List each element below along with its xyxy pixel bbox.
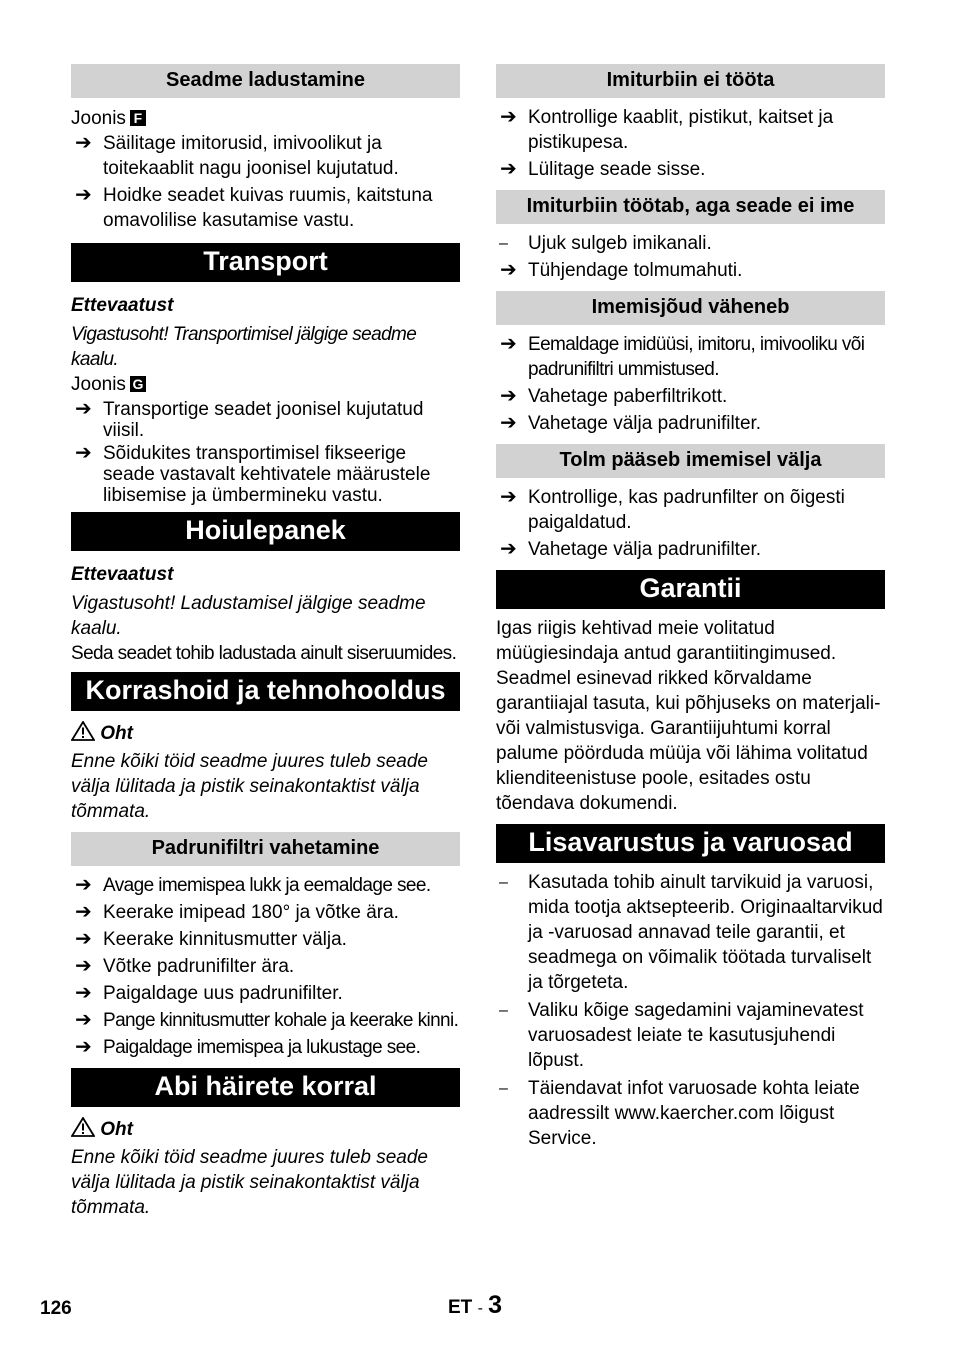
figure-letter-box: F (130, 110, 146, 126)
arrow-icon: ➔ (75, 1036, 92, 1058)
figure-label: Joonis (71, 374, 126, 395)
danger-text: Enne kõiki töid seadme juures tuleb seade välja lülitada ja pistik seinakontaktist välja tõmmata. (71, 751, 429, 822)
separator: - (477, 1300, 483, 1317)
caution-text: Vigastusoht! Transportimisel jälgige seadme kaalu. (71, 324, 417, 370)
list-item: ➔ Keerake kinnitusmutter välja. (75, 928, 347, 950)
list-item: ➔ Pange kinnitusmutter kohale ja keerake kinni. (75, 1009, 459, 1031)
section-heading-storage: Seadme ladustamine (71, 64, 460, 98)
arrow-icon: ➔ (500, 259, 517, 281)
arrow-icon: ➔ (75, 982, 92, 1004)
dash-icon: – (499, 874, 508, 891)
list-item: ➔ Vahetage välja padrunifilter. (500, 412, 762, 434)
list-item: ➔ Lülitage seade sisse. (500, 158, 706, 180)
figure-label: Joonis (71, 108, 126, 129)
section-heading-filter: Padrunifiltri vahetamine (71, 832, 460, 866)
arrow-icon: ➔ (500, 106, 517, 128)
list-item: ➔ Sõidukites transportimisel fikseerige seade vastavalt kehtivatele määrustele libisemise ja ümbermineku vastu. (75, 442, 431, 506)
page-number: 126 (40, 1298, 72, 1319)
section-heading-maintenance: Korrashoid ja tehnohooldus (71, 672, 460, 711)
list-item: ➔ Paigaldage imemispea ja lukustage see. (75, 1036, 421, 1058)
arrow-icon: ➔ (500, 412, 517, 434)
caution-label: Ettevaatust (71, 295, 174, 316)
arrow-icon: ➔ (500, 385, 517, 407)
arrow-icon: ➔ (500, 158, 517, 180)
list-item: ➔ Kontrollige kaablit, pistikut, kaitset ja pistikupesa. (500, 106, 834, 153)
arrow-icon: ➔ (75, 901, 92, 923)
list-item: ➔ Tühjendage tolmumahuti. (500, 259, 743, 281)
section-heading-turbine-not-running: Imiturbiin ei tööta (496, 64, 885, 98)
figure-reference (71, 106, 460, 131)
section-heading-storage-long: Hoiulepanek (71, 512, 460, 551)
list-item: ➔ Keerake imipead 180° ja võtke ära. (75, 901, 399, 923)
accessories-list (496, 870, 885, 1151)
arrow-icon: ➔ (75, 442, 92, 464)
section-heading-troubleshooting: Abi häirete korral (71, 1068, 460, 1107)
list-item: – Täiendavat infot varuosade kohta leiate aadressilt www.kaercher.com lõigust Service. (499, 1078, 860, 1149)
section-heading-warranty: Garantii (496, 570, 885, 609)
figure-reference (71, 372, 460, 397)
warranty-text: Igas riigis kehtivad meie volitatud müügiesindaja antud garantiitingimused. Seadmel esinevad rikked kõrvaldame garantiiajal tasuta, kui põhjuseks on materjali- või valmistusviga. Garantiijuhtumi korral palume pöörduda müüja või lähima volitatud klienditeenistuse poole, esitades ostu tõendava dokumendi. (496, 618, 881, 814)
warning-triangle-icon (71, 1117, 95, 1137)
arrow-icon: ➔ (75, 184, 92, 206)
list-item: ➔ Vahetage välja padrunifilter. (500, 538, 762, 560)
arrow-icon: ➔ (75, 1009, 92, 1031)
arrow-icon: ➔ (75, 132, 92, 154)
section-heading-dust-escape: Tolm pääseb imemisel välja (496, 444, 885, 478)
dash-icon: – (499, 1080, 508, 1097)
dash-icon: – (499, 1002, 508, 1019)
right-column (496, 64, 885, 1151)
list-item: – Kasutada tohib ainult tarvikuid ja varuosi, mida tootja aktsepteerib. Originaaltarvikud ja -varuosad annavad teile garantii, et seadmega on võimalik töötada turvaliselt ja tõrgeteta. (499, 872, 883, 993)
list-item: ➔ Avage imemispea lukk ja eemaldage see. (75, 874, 431, 896)
list-item: ➔ Paigaldage uus padrunifilter. (75, 982, 343, 1004)
left-column (71, 64, 460, 1220)
list-item: – Valiku kõige sagedamini vajaminevatest varuosadest leiate te kasutusjuhendi lõpust. (499, 1000, 864, 1071)
list-item: ➔ Transportige seadet joonisel kujutatud viisil. (75, 398, 424, 441)
dash-icon: – (499, 235, 508, 252)
filter-list (71, 873, 460, 1060)
danger-text: Enne kõiki töid seadme juures tuleb seade välja lülitada ja pistik seinakontaktist välja tõmmata. (71, 1147, 429, 1218)
section-heading-accessories: Lisavarustus ja varuosad (496, 824, 885, 863)
section-heading-no-suction: Imiturbiin töötab, aga seade ei ime (496, 190, 885, 224)
list-item: ➔ Hoidke seadet kuivas ruumis, kaitstuna omavolilise kasutamise vastu. (75, 184, 433, 231)
arrow-icon: ➔ (500, 333, 517, 355)
section-heading-low-suction: Imemisjõud väheneb (496, 291, 885, 325)
list-item: – Ujuk sulgeb imikanali. (499, 233, 712, 254)
caution-text: Vigastusoht! Ladustamisel jälgige seadme kaalu. (71, 593, 426, 639)
section-marker (448, 1293, 502, 1321)
arrow-icon: ➔ (500, 538, 517, 560)
warning-triangle-icon (71, 721, 95, 741)
dust-list (496, 485, 885, 562)
turbine-list (496, 105, 885, 182)
arrow-icon: ➔ (75, 928, 92, 950)
danger-label: Oht (71, 721, 460, 746)
list-item: ➔ Eemaldage imidüüsi, imitoru, imivooliku või padrunifiltri ummistused. (500, 333, 865, 380)
caution-label: Ettevaatust (71, 564, 174, 585)
danger-label: Oht (71, 1117, 460, 1142)
list-item: ➔ Säilitage imitorusid, imivoolikut ja toitekaablit nagu joonisel kujutatud. (75, 132, 399, 179)
list-item: ➔ Kontrollige, kas padrunfilter on õigesti paigaldatud. (500, 486, 845, 533)
arrow-icon: ➔ (75, 398, 92, 420)
low-suction-list (496, 332, 885, 436)
list-item: ➔ Vahetage paberfiltrikott. (500, 385, 728, 407)
language-code: ET (448, 1297, 473, 1318)
figure-letter-box: G (130, 376, 146, 392)
section-number: 3 (488, 1291, 503, 1319)
arrow-icon: ➔ (500, 486, 517, 508)
storage-text: Seda seadet tohib ladustada ainult siseruumides. (71, 643, 457, 664)
arrow-icon: ➔ (75, 874, 92, 896)
arrow-icon: ➔ (75, 955, 92, 977)
no-suction-list (496, 231, 885, 283)
list-item: ➔ Võtke padrunifilter ära. (75, 955, 295, 977)
section-heading-transport: Transport (71, 243, 460, 282)
transport-list (71, 399, 460, 506)
storage-list (71, 131, 460, 233)
